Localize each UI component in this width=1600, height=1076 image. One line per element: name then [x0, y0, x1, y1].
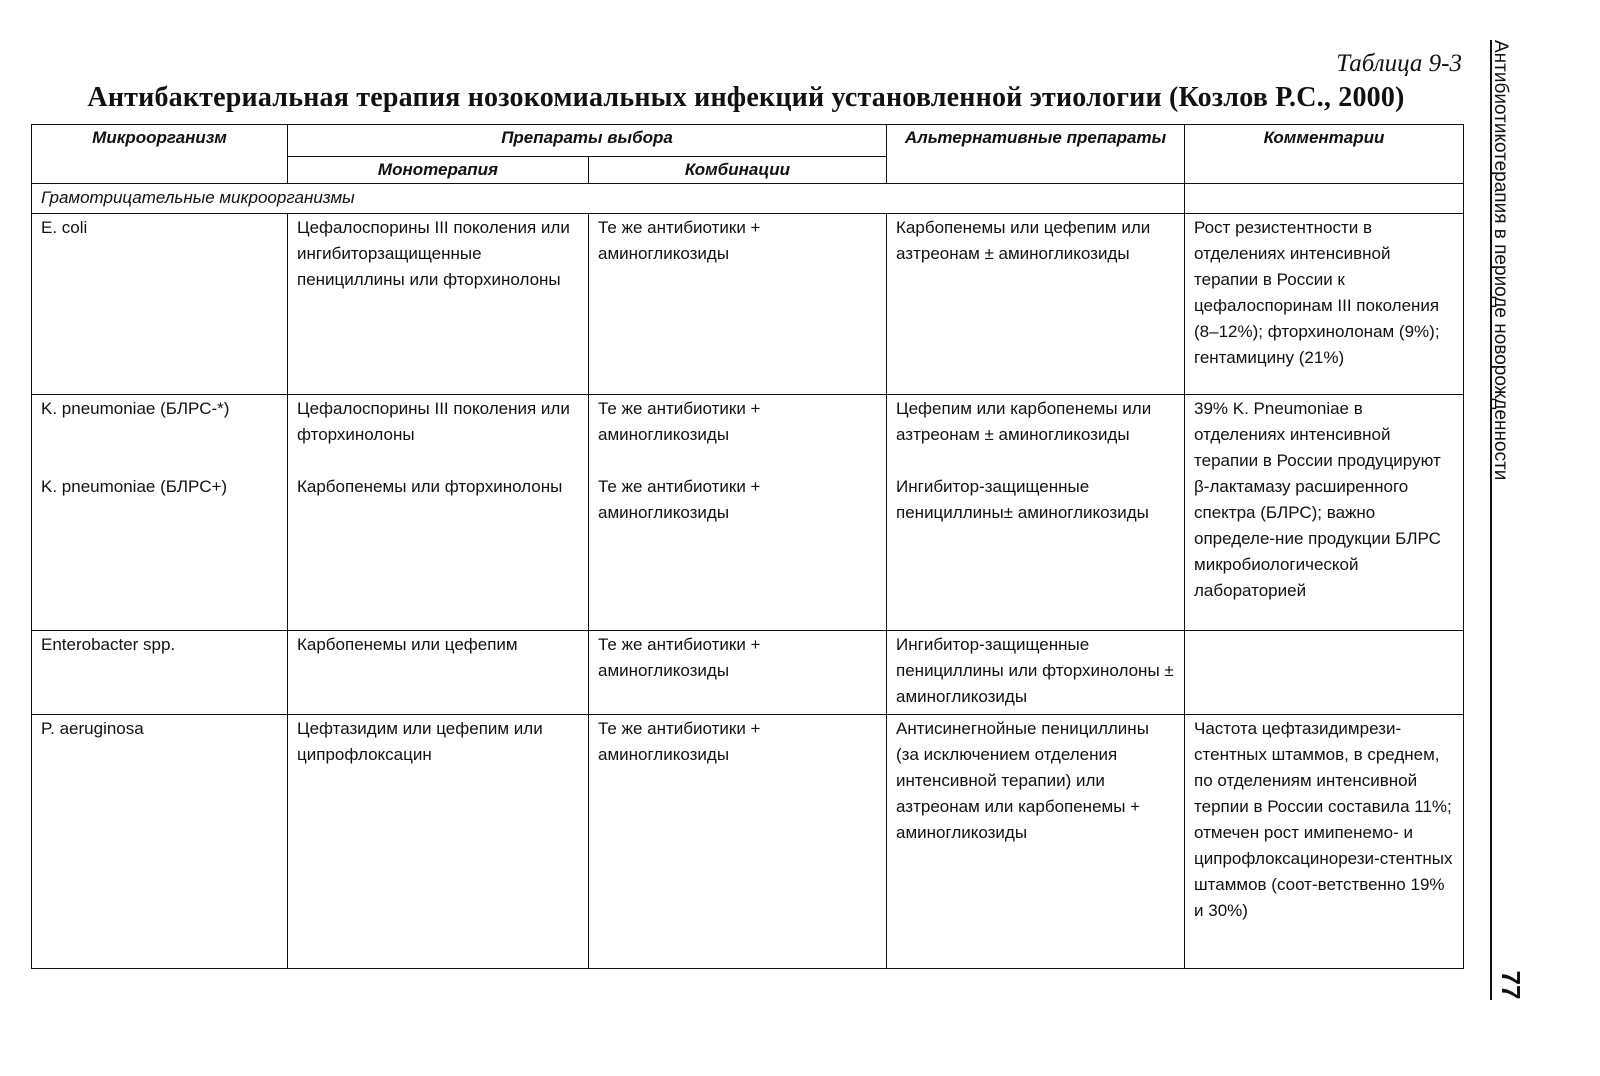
- cell-alternative: [887, 395, 1185, 631]
- alt-esbl-positive: Ингибитор-защищенные пенициллины± аминогликозиды: [896, 477, 1149, 522]
- cell-organism: Enterobacter spp.: [32, 631, 288, 715]
- combo-esbl-positive: Те же антибиотики + аминогликозиды: [598, 477, 761, 522]
- table-caption: Таблица 9-3: [1336, 50, 1462, 77]
- organism-esbl-positive: K. pneumoniae (БЛРС+): [41, 477, 228, 496]
- header-alternative: Альтернативные препараты: [887, 125, 1185, 184]
- cell-alternative: Ингибитор-защищенные пенициллины или фторхинолоны ± аминогликозиды: [887, 631, 1185, 715]
- cell-combination: Те же антибиотики + аминогликозиды: [589, 631, 887, 715]
- header-combinations: Комбинации: [589, 157, 887, 184]
- cell-alternative: Антисинегнойные пенициллины (за исключением отделения интенсивной терапии) или азтреонам или карбопенемы + аминогликозиды: [887, 715, 1185, 969]
- group-row: [32, 184, 1464, 214]
- cell-combination: Те же антибиотики + аминогликозиды: [589, 715, 887, 969]
- cell-combination: [589, 395, 887, 631]
- table-row: [32, 395, 1464, 631]
- mono-esbl-positive: Карбопенемы или фторхинолоны: [297, 477, 563, 496]
- cell-organism: [32, 395, 288, 631]
- cell-monotherapy: [288, 395, 589, 631]
- cell-monotherapy: Цефтазидим или цефепим или ципрофлоксацин: [288, 715, 589, 969]
- cell-comment: Рост резистентности в отделениях интенсивной терапии в России к цефалоспоринам III поколения (8–12%); фторхинолонам (9%); гентамицину (21%): [1185, 214, 1464, 395]
- table-row: [32, 715, 1464, 969]
- page-number-text: 77: [1496, 970, 1526, 1000]
- header-comments: Комментарии: [1185, 125, 1464, 184]
- mono-esbl-negative: Цефалоспорины III поколения или фторхинолоны: [297, 399, 570, 444]
- header-monotherapy: Монотерапия: [288, 157, 589, 184]
- combo-esbl-negative: Те же антибиотики + аминогликозиды: [598, 399, 761, 444]
- running-head: [1485, 40, 1515, 560]
- cell-organism: E. coli: [32, 214, 288, 395]
- cell-combination: Те же антибиотики + аминогликозиды: [589, 214, 887, 395]
- alt-esbl-negative: Цефепим или карбопенемы или азтреонам ± аминогликозиды: [896, 399, 1152, 444]
- cell-comment: Частота цефтазидимрези-стентных штаммов, в среднем, по отделениям интенсивной терпии в России составила 11%; отмечен рост имипенемо- и ципрофлоксацинорези-стентных штаммов (соот-ветственно 19% и 30%): [1185, 715, 1464, 969]
- header-row-1: [32, 125, 1464, 157]
- table-row: [32, 214, 1464, 395]
- table-title: Антибактериальная терапия нозокомиальных инфекций установленной этиологии (Козлов Р.С., 2000): [87, 82, 1405, 113]
- header-choice: Препараты выбора: [288, 125, 887, 157]
- cell-monotherapy: Цефалоспорины III поколения или ингибиторзащищенные пенициллины или фторхинолоны: [288, 214, 589, 395]
- group-label: Грамотрицательные микроорганизмы: [32, 184, 1185, 214]
- table-row: [32, 631, 1464, 715]
- page-number: [1496, 960, 1526, 1010]
- running-head-text: Антибиотикотерапия в периоде новорожденности: [1490, 40, 1511, 481]
- group-empty-cell: [1185, 184, 1464, 214]
- cell-alternative: Карбопенемы или цефепим или азтреонам ± аминогликозиды: [887, 214, 1185, 395]
- cell-comment: 39% K. Pneumoniae в отделениях интенсивной терапии в России продуцируют β-лактамазу расширенного спектра (БЛРС); важно определе-ние продукции БЛРС микробиологической лабораторией: [1185, 395, 1464, 631]
- organism-esbl-negative: K. pneumoniae (БЛРС-*): [41, 399, 230, 418]
- cell-monotherapy: Карбопенемы или цефепим: [288, 631, 589, 715]
- therapy-table: [31, 124, 1464, 969]
- header-organism: Микроорганизм: [32, 125, 288, 184]
- cell-comment: [1185, 631, 1464, 715]
- cell-organism: P. aeruginosa: [32, 715, 288, 969]
